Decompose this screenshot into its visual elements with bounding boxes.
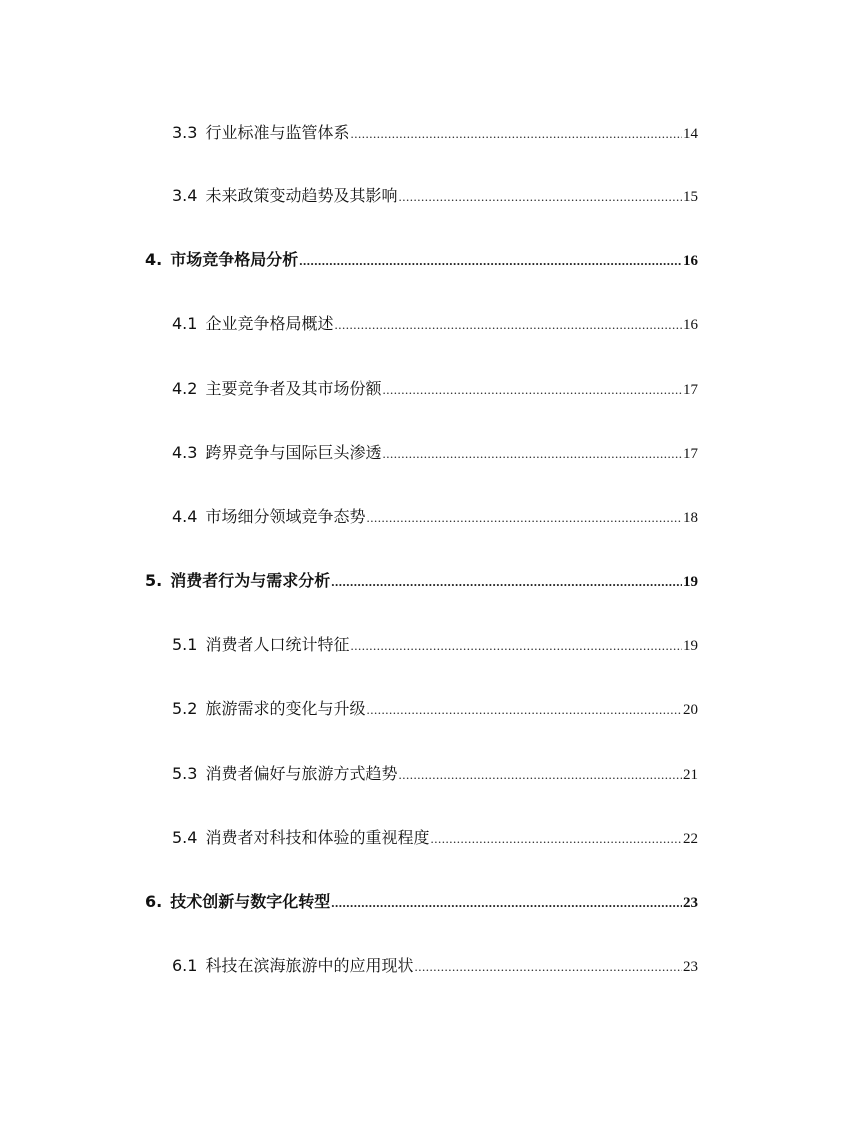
toc-entry-page-number: 19 (683, 638, 698, 654)
toc-entry-4-4[interactable] (172, 504, 698, 527)
toc-entry-4-1[interactable] (172, 311, 698, 334)
toc-entry-title: 旅游需求的变化与升级 (205, 699, 366, 718)
toc-entry-page-number: 16 (683, 317, 698, 333)
toc-entry-title: 科技在滨海旅游中的应用现状 (205, 956, 414, 975)
toc-dot-leader (398, 767, 682, 783)
toc-entry-number: 3.4 (172, 186, 198, 205)
toc-entry-page-number: 14 (683, 126, 698, 142)
toc-entry-number: 6. (145, 892, 163, 911)
toc-entry-4[interactable] (145, 247, 698, 270)
toc-entry-page-number: 21 (683, 767, 698, 783)
toc-dot-leader (366, 702, 682, 718)
toc-entry-number: 5.2 (172, 699, 198, 718)
toc-entry-3-3[interactable] (172, 120, 698, 143)
toc-entry-number: 5.3 (172, 764, 198, 783)
toc-entry-title: 行业标准与监管体系 (205, 123, 350, 142)
toc-entry-4-2[interactable] (172, 376, 698, 399)
toc-entry-number: 5.4 (172, 828, 198, 847)
toc-dot-leader (331, 574, 682, 590)
toc-entry-page-number: 17 (683, 446, 698, 462)
toc-dot-leader (382, 382, 682, 398)
toc-entry-number: 6.1 (172, 956, 198, 975)
toc-entry-title: 消费者行为与需求分析 (170, 571, 331, 590)
toc-entry-page-number: 23 (683, 895, 698, 911)
toc-entry-title: 消费者人口统计特征 (205, 635, 350, 654)
toc-entry-title: 企业竞争格局概述 (205, 314, 334, 333)
toc-dot-leader (414, 959, 682, 975)
toc-entry-6-1[interactable] (172, 953, 698, 976)
toc-entry-page-number: 20 (683, 702, 698, 718)
toc-entry-title: 市场竞争格局分析 (170, 250, 299, 269)
toc-entry-title: 市场细分领域竞争态势 (205, 507, 366, 526)
toc-entry-6[interactable] (145, 889, 698, 912)
toc-entry-number: 5.1 (172, 635, 198, 654)
toc-dot-leader (366, 510, 682, 526)
toc-entry-title: 未来政策变动趋势及其影响 (205, 186, 398, 205)
toc-dot-leader (350, 126, 682, 142)
toc-entry-number: 4.3 (172, 443, 198, 462)
toc-entry-3-4[interactable] (172, 183, 698, 206)
toc-entry-number: 4.1 (172, 314, 198, 333)
toc-entry-title: 主要竞争者及其市场份额 (205, 379, 382, 398)
toc-entry-number: 5. (145, 571, 163, 590)
toc-entry-page-number: 22 (683, 831, 698, 847)
toc-entry-title: 消费者偏好与旅游方式趋势 (205, 764, 398, 783)
toc-entry-5-3[interactable] (172, 761, 698, 784)
toc-entry-page-number: 23 (683, 959, 698, 975)
toc-entry-page-number: 18 (683, 510, 698, 526)
toc-entry-number: 4.2 (172, 379, 198, 398)
toc-entry-number: 4. (145, 250, 163, 269)
toc-entry-5-1[interactable] (172, 632, 698, 655)
toc-dot-leader (334, 317, 682, 333)
toc-dot-leader (398, 189, 682, 205)
toc-dot-leader (382, 446, 682, 462)
toc-dot-leader (430, 831, 682, 847)
toc-entry-5-2[interactable] (172, 696, 698, 719)
toc-dot-leader (350, 638, 682, 654)
toc-entry-5-4[interactable] (172, 825, 698, 848)
toc-entry-page-number: 16 (683, 253, 698, 269)
toc-entry-title: 跨界竞争与国际巨头渗透 (205, 443, 382, 462)
toc-dot-leader (299, 253, 682, 269)
toc-entry-title: 技术创新与数字化转型 (170, 892, 331, 911)
toc-entry-4-3[interactable] (172, 440, 698, 463)
toc-entry-page-number: 15 (683, 189, 698, 205)
toc-dot-leader (331, 895, 682, 911)
toc-entry-page-number: 19 (683, 574, 698, 590)
toc-entry-page-number: 17 (683, 382, 698, 398)
toc-entry-number: 3.3 (172, 123, 198, 142)
toc-entry-title: 消费者对科技和体验的重视程度 (205, 828, 430, 847)
toc-entry-5[interactable] (145, 568, 698, 591)
toc-entry-number: 4.4 (172, 507, 198, 526)
